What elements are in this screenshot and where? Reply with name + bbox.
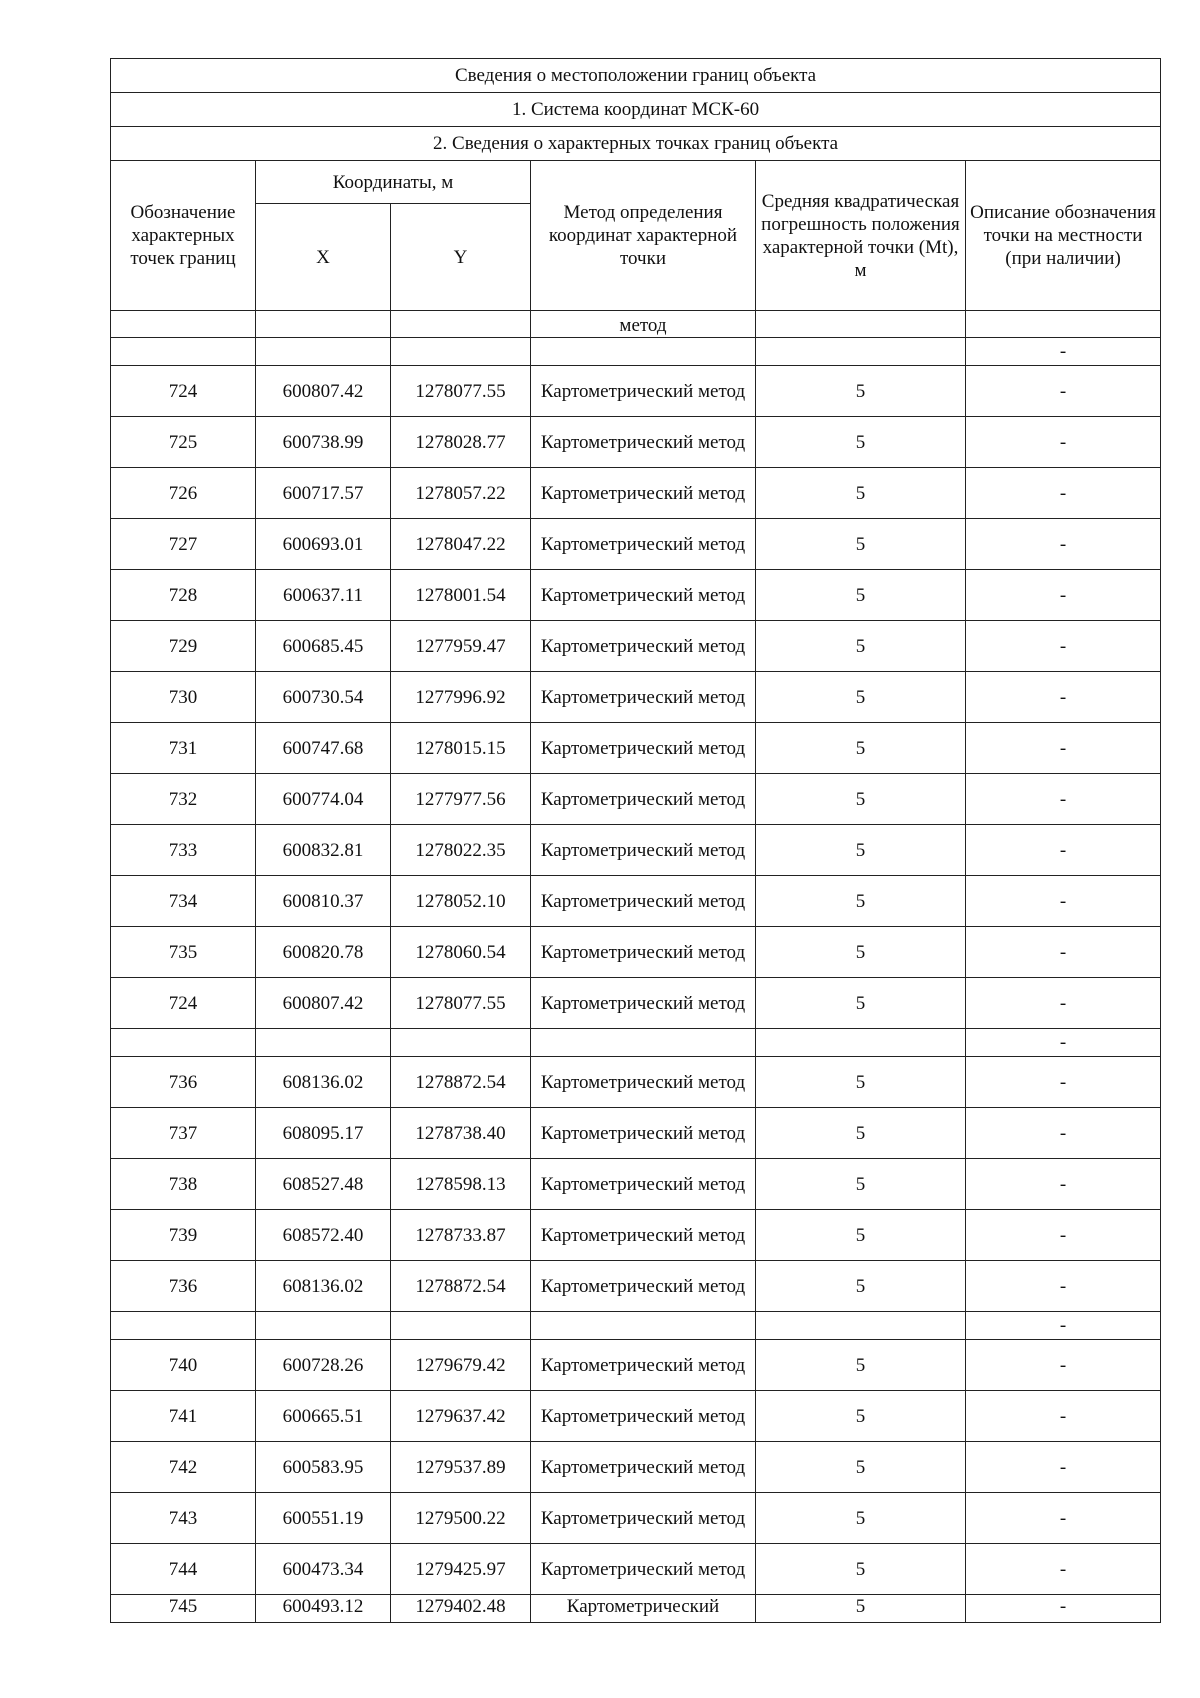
cell-accuracy: 5 xyxy=(756,1595,966,1623)
table-row xyxy=(111,723,1161,774)
cell-method: Картометрический метод xyxy=(531,927,756,978)
cell-y: 1278077.55 xyxy=(391,366,531,417)
cell-method: Картометрический метод xyxy=(531,1108,756,1159)
cell-description: - xyxy=(966,876,1161,927)
cell-method xyxy=(531,1312,756,1340)
cell-method: Картометрический метод xyxy=(531,468,756,519)
header-accuracy: Средняя квадратическая погрешность положения характерной точки (Mt), м xyxy=(756,161,966,311)
cell-x: 600473.34 xyxy=(256,1544,391,1595)
cell-y: 1278738.40 xyxy=(391,1108,531,1159)
cell-method: Картометрический метод xyxy=(531,366,756,417)
cell-accuracy: 5 xyxy=(756,1340,966,1391)
cell-id: 733 xyxy=(111,825,256,876)
cell-y: 1277977.56 xyxy=(391,774,531,825)
cell-id: 725 xyxy=(111,417,256,468)
cell-id: 740 xyxy=(111,1340,256,1391)
cell-y: 1278872.54 xyxy=(391,1261,531,1312)
header-description: Описание обозначения точки на местности (при наличии) xyxy=(966,161,1161,311)
cell-description: - xyxy=(966,1159,1161,1210)
cell-x: 600774.04 xyxy=(256,774,391,825)
cell-y xyxy=(391,338,531,366)
cell-y: 1279500.22 xyxy=(391,1493,531,1544)
table-row-continued xyxy=(111,311,1161,338)
cell-description: - xyxy=(966,927,1161,978)
cell-x: 600583.95 xyxy=(256,1442,391,1493)
cell-id: 724 xyxy=(111,978,256,1029)
table-row xyxy=(111,570,1161,621)
cell-accuracy: 5 xyxy=(756,570,966,621)
points-title-row xyxy=(111,127,1161,161)
cell-id: 737 xyxy=(111,1108,256,1159)
cell-description: - xyxy=(966,1340,1161,1391)
cell-id: 728 xyxy=(111,570,256,621)
cell-x: 600637.11 xyxy=(256,570,391,621)
cell-y: 1278022.35 xyxy=(391,825,531,876)
cell-method xyxy=(531,338,756,366)
cell-method: Картометрический метод xyxy=(531,1493,756,1544)
table-row xyxy=(111,1108,1161,1159)
cell-accuracy: 5 xyxy=(756,519,966,570)
cell-x: 600738.99 xyxy=(256,417,391,468)
cell-accuracy: 5 xyxy=(756,825,966,876)
cell-y: 1279537.89 xyxy=(391,1442,531,1493)
header-x: X xyxy=(256,204,391,311)
cell-x: 600832.81 xyxy=(256,825,391,876)
cell-accuracy: 5 xyxy=(756,1108,966,1159)
table-row xyxy=(111,672,1161,723)
cell-id: 727 xyxy=(111,519,256,570)
cell-y xyxy=(391,1029,531,1057)
cell-method: Картометрический метод xyxy=(531,570,756,621)
table-row xyxy=(111,519,1161,570)
cell-description: - xyxy=(966,417,1161,468)
coord-system-row xyxy=(111,93,1161,127)
cell-method: Картометрический метод xyxy=(531,825,756,876)
cell-x xyxy=(256,1029,391,1057)
cell-x: 600807.42 xyxy=(256,978,391,1029)
cell-description: - xyxy=(966,468,1161,519)
cell-id: 732 xyxy=(111,774,256,825)
cell-description: - xyxy=(966,570,1161,621)
cell-accuracy: 5 xyxy=(756,621,966,672)
cell-description: - xyxy=(966,723,1161,774)
cell-y: 1279402.48 xyxy=(391,1595,531,1623)
cell-y: 1279637.42 xyxy=(391,1391,531,1442)
cell-description: - xyxy=(966,825,1161,876)
cell-accuracy xyxy=(756,1029,966,1057)
cell-x: 600730.54 xyxy=(256,672,391,723)
table-row xyxy=(111,1261,1161,1312)
cell-method: Картометрический метод xyxy=(531,1159,756,1210)
cell-accuracy: 5 xyxy=(756,876,966,927)
cell-accuracy: 5 xyxy=(756,417,966,468)
header-row-1 xyxy=(111,161,1161,204)
cell-description: - xyxy=(966,1312,1161,1340)
cell-accuracy: 5 xyxy=(756,978,966,1029)
cell-id: 742 xyxy=(111,1442,256,1493)
cell-accuracy: 5 xyxy=(756,1159,966,1210)
cell-accuracy: 5 xyxy=(756,927,966,978)
cell-x xyxy=(256,311,391,338)
cell-id: 739 xyxy=(111,1210,256,1261)
cell-method: Картометрический метод xyxy=(531,417,756,468)
separator-row xyxy=(111,1312,1161,1340)
cell-method: Картометрический метод xyxy=(531,1544,756,1595)
cell-accuracy: 5 xyxy=(756,1261,966,1312)
table-row xyxy=(111,1057,1161,1108)
cell-accuracy: 5 xyxy=(756,1544,966,1595)
cell-id xyxy=(111,338,256,366)
cell-y: 1278052.10 xyxy=(391,876,531,927)
table-row xyxy=(111,978,1161,1029)
table-row xyxy=(111,468,1161,519)
table-row xyxy=(111,1159,1161,1210)
cell-x: 600728.26 xyxy=(256,1340,391,1391)
cell-y: 1278060.54 xyxy=(391,927,531,978)
cell-accuracy: 5 xyxy=(756,1493,966,1544)
cell-method: Картометрический метод xyxy=(531,672,756,723)
cell-x: 608527.48 xyxy=(256,1159,391,1210)
cell-x: 600665.51 xyxy=(256,1391,391,1442)
cell-accuracy: 5 xyxy=(756,468,966,519)
cell-method: Картометрический метод xyxy=(531,1057,756,1108)
section-title: Сведения о местоположении границ объекта xyxy=(111,59,1161,93)
cell-id xyxy=(111,1029,256,1057)
cell-y: 1277996.92 xyxy=(391,672,531,723)
cell-description: - xyxy=(966,1261,1161,1312)
cell-y: 1278001.54 xyxy=(391,570,531,621)
cell-description: - xyxy=(966,366,1161,417)
cell-x: 608572.40 xyxy=(256,1210,391,1261)
cell-description: - xyxy=(966,519,1161,570)
cell-accuracy: 5 xyxy=(756,774,966,825)
cell-y: 1277959.47 xyxy=(391,621,531,672)
table-row xyxy=(111,621,1161,672)
cell-accuracy xyxy=(756,311,966,338)
cell-description: - xyxy=(966,1391,1161,1442)
table-row xyxy=(111,927,1161,978)
cell-x: 600693.01 xyxy=(256,519,391,570)
cell-description: - xyxy=(966,1057,1161,1108)
cell-y xyxy=(391,311,531,338)
cell-x: 600493.12 xyxy=(256,1595,391,1623)
cell-method: метод xyxy=(531,311,756,338)
cell-id: 731 xyxy=(111,723,256,774)
cell-x: 608136.02 xyxy=(256,1261,391,1312)
cell-method: Картометрический метод xyxy=(531,774,756,825)
cell-x: 600551.19 xyxy=(256,1493,391,1544)
cell-id: 735 xyxy=(111,927,256,978)
cell-x xyxy=(256,338,391,366)
cell-method: Картометрический метод xyxy=(531,1442,756,1493)
cell-y: 1278028.77 xyxy=(391,417,531,468)
cell-description: - xyxy=(966,774,1161,825)
table-row xyxy=(111,1544,1161,1595)
cell-description: - xyxy=(966,1442,1161,1493)
table-row xyxy=(111,366,1161,417)
boundary-points-table xyxy=(110,58,1161,1623)
header-y: Y xyxy=(391,204,531,311)
cell-id: 736 xyxy=(111,1261,256,1312)
cell-id: 726 xyxy=(111,468,256,519)
cell-description: - xyxy=(966,672,1161,723)
separator-row xyxy=(111,338,1161,366)
cell-accuracy xyxy=(756,1312,966,1340)
cell-id xyxy=(111,311,256,338)
cell-id: 729 xyxy=(111,621,256,672)
cell-method: Картометрический метод xyxy=(531,519,756,570)
coord-system-title: 1. Система координат МСК-60 xyxy=(111,93,1161,127)
separator-row xyxy=(111,1029,1161,1057)
cell-x: 600747.68 xyxy=(256,723,391,774)
cell-method: Картометрический метод xyxy=(531,723,756,774)
cell-y: 1278733.87 xyxy=(391,1210,531,1261)
cell-description: - xyxy=(966,621,1161,672)
cell-id: 734 xyxy=(111,876,256,927)
cell-accuracy: 5 xyxy=(756,723,966,774)
cell-y: 1279425.97 xyxy=(391,1544,531,1595)
cell-description: - xyxy=(966,1029,1161,1057)
header-coordinates: Координаты, м xyxy=(256,161,531,204)
cell-method xyxy=(531,1029,756,1057)
cell-x: 600807.42 xyxy=(256,366,391,417)
cell-method: Картометрический xyxy=(531,1595,756,1623)
cell-x: 608095.17 xyxy=(256,1108,391,1159)
table-row xyxy=(111,1391,1161,1442)
table-row xyxy=(111,1493,1161,1544)
cell-id: 724 xyxy=(111,366,256,417)
cell-y xyxy=(391,1312,531,1340)
table-row xyxy=(111,1340,1161,1391)
table-row xyxy=(111,876,1161,927)
cell-accuracy: 5 xyxy=(756,1210,966,1261)
cell-description xyxy=(966,311,1161,338)
cell-method: Картометрический метод xyxy=(531,978,756,1029)
cell-description: - xyxy=(966,1595,1161,1623)
cell-id: 745 xyxy=(111,1595,256,1623)
cell-x: 600685.45 xyxy=(256,621,391,672)
table-row xyxy=(111,1442,1161,1493)
points-title: 2. Сведения о характерных точках границ объекта xyxy=(111,127,1161,161)
cell-id: 744 xyxy=(111,1544,256,1595)
cell-y: 1278047.22 xyxy=(391,519,531,570)
cell-method: Картометрический метод xyxy=(531,1340,756,1391)
cell-y: 1278872.54 xyxy=(391,1057,531,1108)
cell-accuracy: 5 xyxy=(756,1391,966,1442)
cell-y: 1278015.15 xyxy=(391,723,531,774)
cell-id: 738 xyxy=(111,1159,256,1210)
cell-x xyxy=(256,1312,391,1340)
table-row xyxy=(111,417,1161,468)
cell-id: 730 xyxy=(111,672,256,723)
cell-x: 608136.02 xyxy=(256,1057,391,1108)
cell-id: 743 xyxy=(111,1493,256,1544)
cell-accuracy: 5 xyxy=(756,366,966,417)
cell-x: 600810.37 xyxy=(256,876,391,927)
header-point-designation: Обозначение характерных точек границ xyxy=(111,161,256,311)
cell-method: Картометрический метод xyxy=(531,1391,756,1442)
cell-method: Картометрический метод xyxy=(531,621,756,672)
cell-y: 1278057.22 xyxy=(391,468,531,519)
cell-id: 736 xyxy=(111,1057,256,1108)
cell-description: - xyxy=(966,338,1161,366)
cell-description: - xyxy=(966,978,1161,1029)
cell-accuracy: 5 xyxy=(756,1057,966,1108)
section-title-row xyxy=(111,59,1161,93)
cell-id xyxy=(111,1312,256,1340)
cell-y: 1279679.42 xyxy=(391,1340,531,1391)
cell-accuracy: 5 xyxy=(756,1442,966,1493)
cell-y: 1278077.55 xyxy=(391,978,531,1029)
table-row xyxy=(111,825,1161,876)
cell-id: 741 xyxy=(111,1391,256,1442)
cell-description: - xyxy=(966,1210,1161,1261)
cell-x: 600820.78 xyxy=(256,927,391,978)
cell-description: - xyxy=(966,1493,1161,1544)
cell-y: 1278598.13 xyxy=(391,1159,531,1210)
cell-method: Картометрический метод xyxy=(531,1210,756,1261)
cell-method: Картометрический метод xyxy=(531,876,756,927)
table-row xyxy=(111,774,1161,825)
table-body xyxy=(111,311,1161,1623)
cell-accuracy xyxy=(756,338,966,366)
cell-description: - xyxy=(966,1544,1161,1595)
table-row xyxy=(111,1210,1161,1261)
cell-x: 600717.57 xyxy=(256,468,391,519)
cell-method: Картометрический метод xyxy=(531,1261,756,1312)
header-method: Метод определения координат характерной точки xyxy=(531,161,756,311)
cell-accuracy: 5 xyxy=(756,672,966,723)
cell-description: - xyxy=(966,1108,1161,1159)
table-row xyxy=(111,1595,1161,1623)
